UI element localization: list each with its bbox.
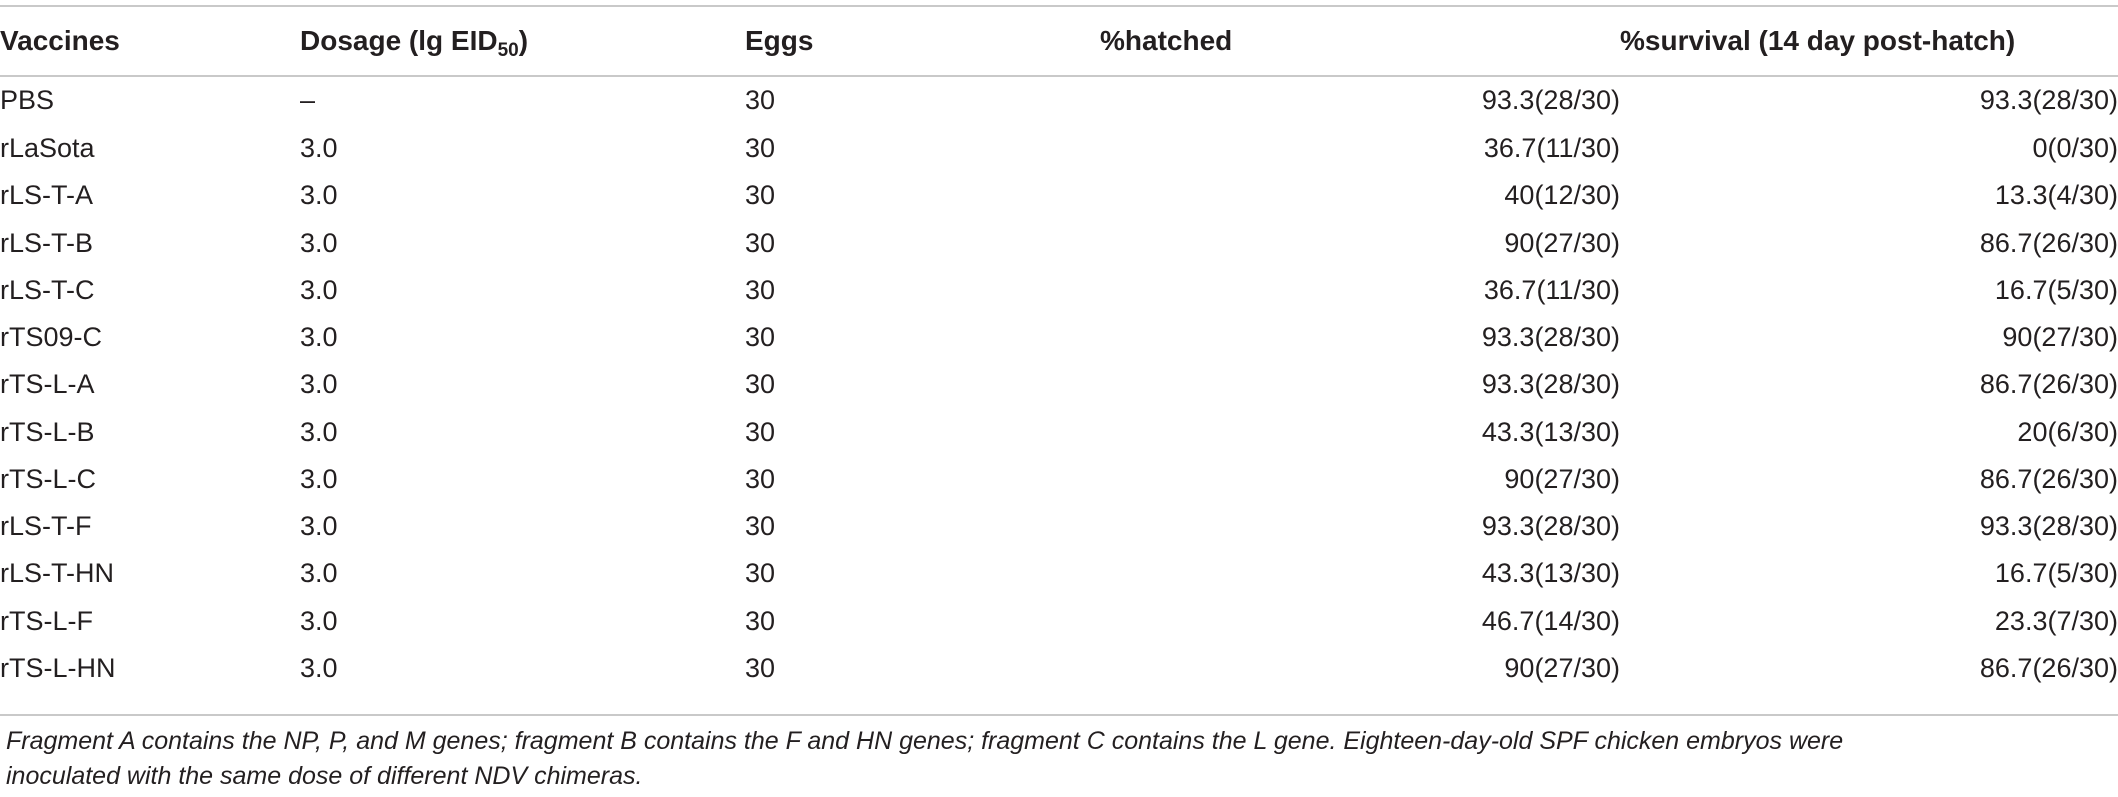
- cell-survival: 16.7(5/30): [1994, 274, 2118, 305]
- cell-eggs: 30: [745, 84, 776, 115]
- cell-survival: 86.7(26/30): [1979, 463, 2118, 494]
- cell-vaccine: rTS-L-F: [0, 605, 93, 636]
- cell-survival: 90(27/30): [2002, 322, 2118, 353]
- cell-survival: 20(6/30): [2017, 416, 2118, 447]
- cell-dosage: 3.0: [300, 416, 338, 447]
- header-dosage-subscript: 50: [497, 40, 519, 61]
- cell-survival: 16.7(5/30): [1994, 558, 2118, 589]
- bottom-rule: [0, 714, 2118, 716]
- cell-eggs: 30: [745, 369, 776, 400]
- cell-hatched: 93.3(28/30): [1481, 84, 1620, 115]
- table-row: [0, 125, 2118, 172]
- table-row: [0, 645, 2118, 692]
- table-row: [0, 172, 2118, 219]
- cell-eggs: 30: [745, 416, 776, 447]
- cell-eggs: 30: [745, 558, 776, 589]
- cell-vaccine: rTS-L-C: [0, 463, 96, 494]
- table-row: [0, 456, 2118, 503]
- cell-hatched: 93.3(28/30): [1481, 511, 1620, 542]
- cell-hatched: 90(27/30): [1504, 652, 1620, 683]
- cell-vaccine: rLS-T-A: [0, 180, 94, 211]
- cell-vaccine: rTS09-C: [0, 322, 103, 353]
- cell-hatched: 36.7(11/30): [1483, 133, 1620, 164]
- cell-dosage: 3.0: [300, 274, 338, 305]
- cell-vaccine: PBS: [0, 84, 55, 115]
- cell-dosage: –: [300, 84, 316, 115]
- cell-hatched: 90(27/30): [1504, 463, 1620, 494]
- cell-vaccine: rTS-L-HN: [0, 652, 116, 683]
- cell-survival: 93.3(28/30): [1979, 511, 2118, 542]
- cell-dosage: 3.0: [300, 227, 338, 258]
- cell-eggs: 30: [745, 274, 776, 305]
- table-row: [0, 503, 2118, 550]
- cell-eggs: 30: [745, 652, 776, 683]
- cell-survival: 86.7(26/30): [1979, 652, 2118, 683]
- cell-dosage: 3.0: [300, 322, 338, 353]
- cell-dosage: 3.0: [300, 180, 338, 211]
- footnote-line-1: Fragment A contains the NP, P, and M genes; fragment B contains the F and HN genes; fragment C contains the L gene. Eighteen-day-old SPF chicken embryos were: [6, 727, 1844, 755]
- cell-survival: 13.3(4/30): [1994, 180, 2118, 211]
- cell-vaccine: rLS-T-C: [0, 274, 95, 305]
- table-row: [0, 409, 2118, 456]
- cell-dosage: 3.0: [300, 652, 338, 683]
- footnote-line-2: inoculated with the same dose of different NDV chimeras.: [6, 762, 643, 790]
- cell-eggs: 30: [745, 463, 776, 494]
- table-row: [0, 267, 2118, 314]
- header-survival: %survival (14 day post-hatch): [1620, 25, 2016, 56]
- cell-hatched: 43.3(13/30): [1481, 558, 1620, 589]
- cell-hatched: 93.3(28/30): [1481, 322, 1620, 353]
- cell-hatched: 90(27/30): [1504, 227, 1620, 258]
- cell-dosage: 3.0: [300, 558, 338, 589]
- header-dosage: [300, 7, 745, 75]
- cell-dosage: 3.0: [300, 511, 338, 542]
- cell-dosage: 3.0: [300, 369, 338, 400]
- cell-vaccine: rLS-T-HN: [0, 558, 114, 589]
- table-row: [0, 598, 2118, 645]
- header-vaccines: Vaccines: [0, 25, 120, 56]
- cell-hatched: 40(12/30): [1504, 180, 1620, 211]
- cell-eggs: 30: [745, 322, 776, 353]
- table-row: [0, 75, 2118, 125]
- cell-dosage: 3.0: [300, 133, 338, 164]
- table-row: [0, 361, 2118, 408]
- vaccine-table: [0, 7, 2118, 692]
- cell-survival: 93.3(28/30): [1979, 84, 2118, 115]
- header-eggs: Eggs: [745, 25, 814, 56]
- cell-survival: 0(0/30): [2032, 133, 2118, 164]
- cell-dosage: 3.0: [300, 463, 338, 494]
- cell-eggs: 30: [745, 511, 776, 542]
- table-row: [0, 220, 2118, 267]
- cell-eggs: 30: [745, 227, 776, 258]
- cell-eggs: 30: [745, 605, 776, 636]
- cell-hatched: 36.7(11/30): [1483, 274, 1620, 305]
- header-hatched: %hatched: [1100, 25, 1233, 56]
- cell-survival: 86.7(26/30): [1979, 227, 2118, 258]
- cell-vaccine: rTS-L-A: [0, 369, 95, 400]
- table-footnote: [6, 724, 2114, 794]
- cell-survival: 23.3(7/30): [1994, 605, 2118, 636]
- cell-hatched: 93.3(28/30): [1481, 369, 1620, 400]
- table-body: [0, 75, 2118, 692]
- cell-eggs: 30: [745, 180, 776, 211]
- cell-hatched: 46.7(14/30): [1481, 605, 1620, 636]
- header-dosage-main: Dosage (lg EID: [300, 25, 498, 56]
- table-row: [0, 550, 2118, 597]
- cell-hatched: 43.3(13/30): [1481, 416, 1620, 447]
- cell-vaccine: rLaSota: [0, 133, 95, 164]
- table-row: [0, 314, 2118, 361]
- header-row: [0, 7, 2118, 75]
- cell-vaccine: rLS-T-B: [0, 227, 94, 258]
- cell-eggs: 30: [745, 133, 776, 164]
- cell-dosage: 3.0: [300, 605, 338, 636]
- cell-vaccine: rLS-T-F: [0, 511, 92, 542]
- table-header: [0, 7, 2118, 75]
- cell-vaccine: rTS-L-B: [0, 416, 95, 447]
- cell-survival: 86.7(26/30): [1979, 369, 2118, 400]
- header-dosage-close: ): [518, 25, 529, 56]
